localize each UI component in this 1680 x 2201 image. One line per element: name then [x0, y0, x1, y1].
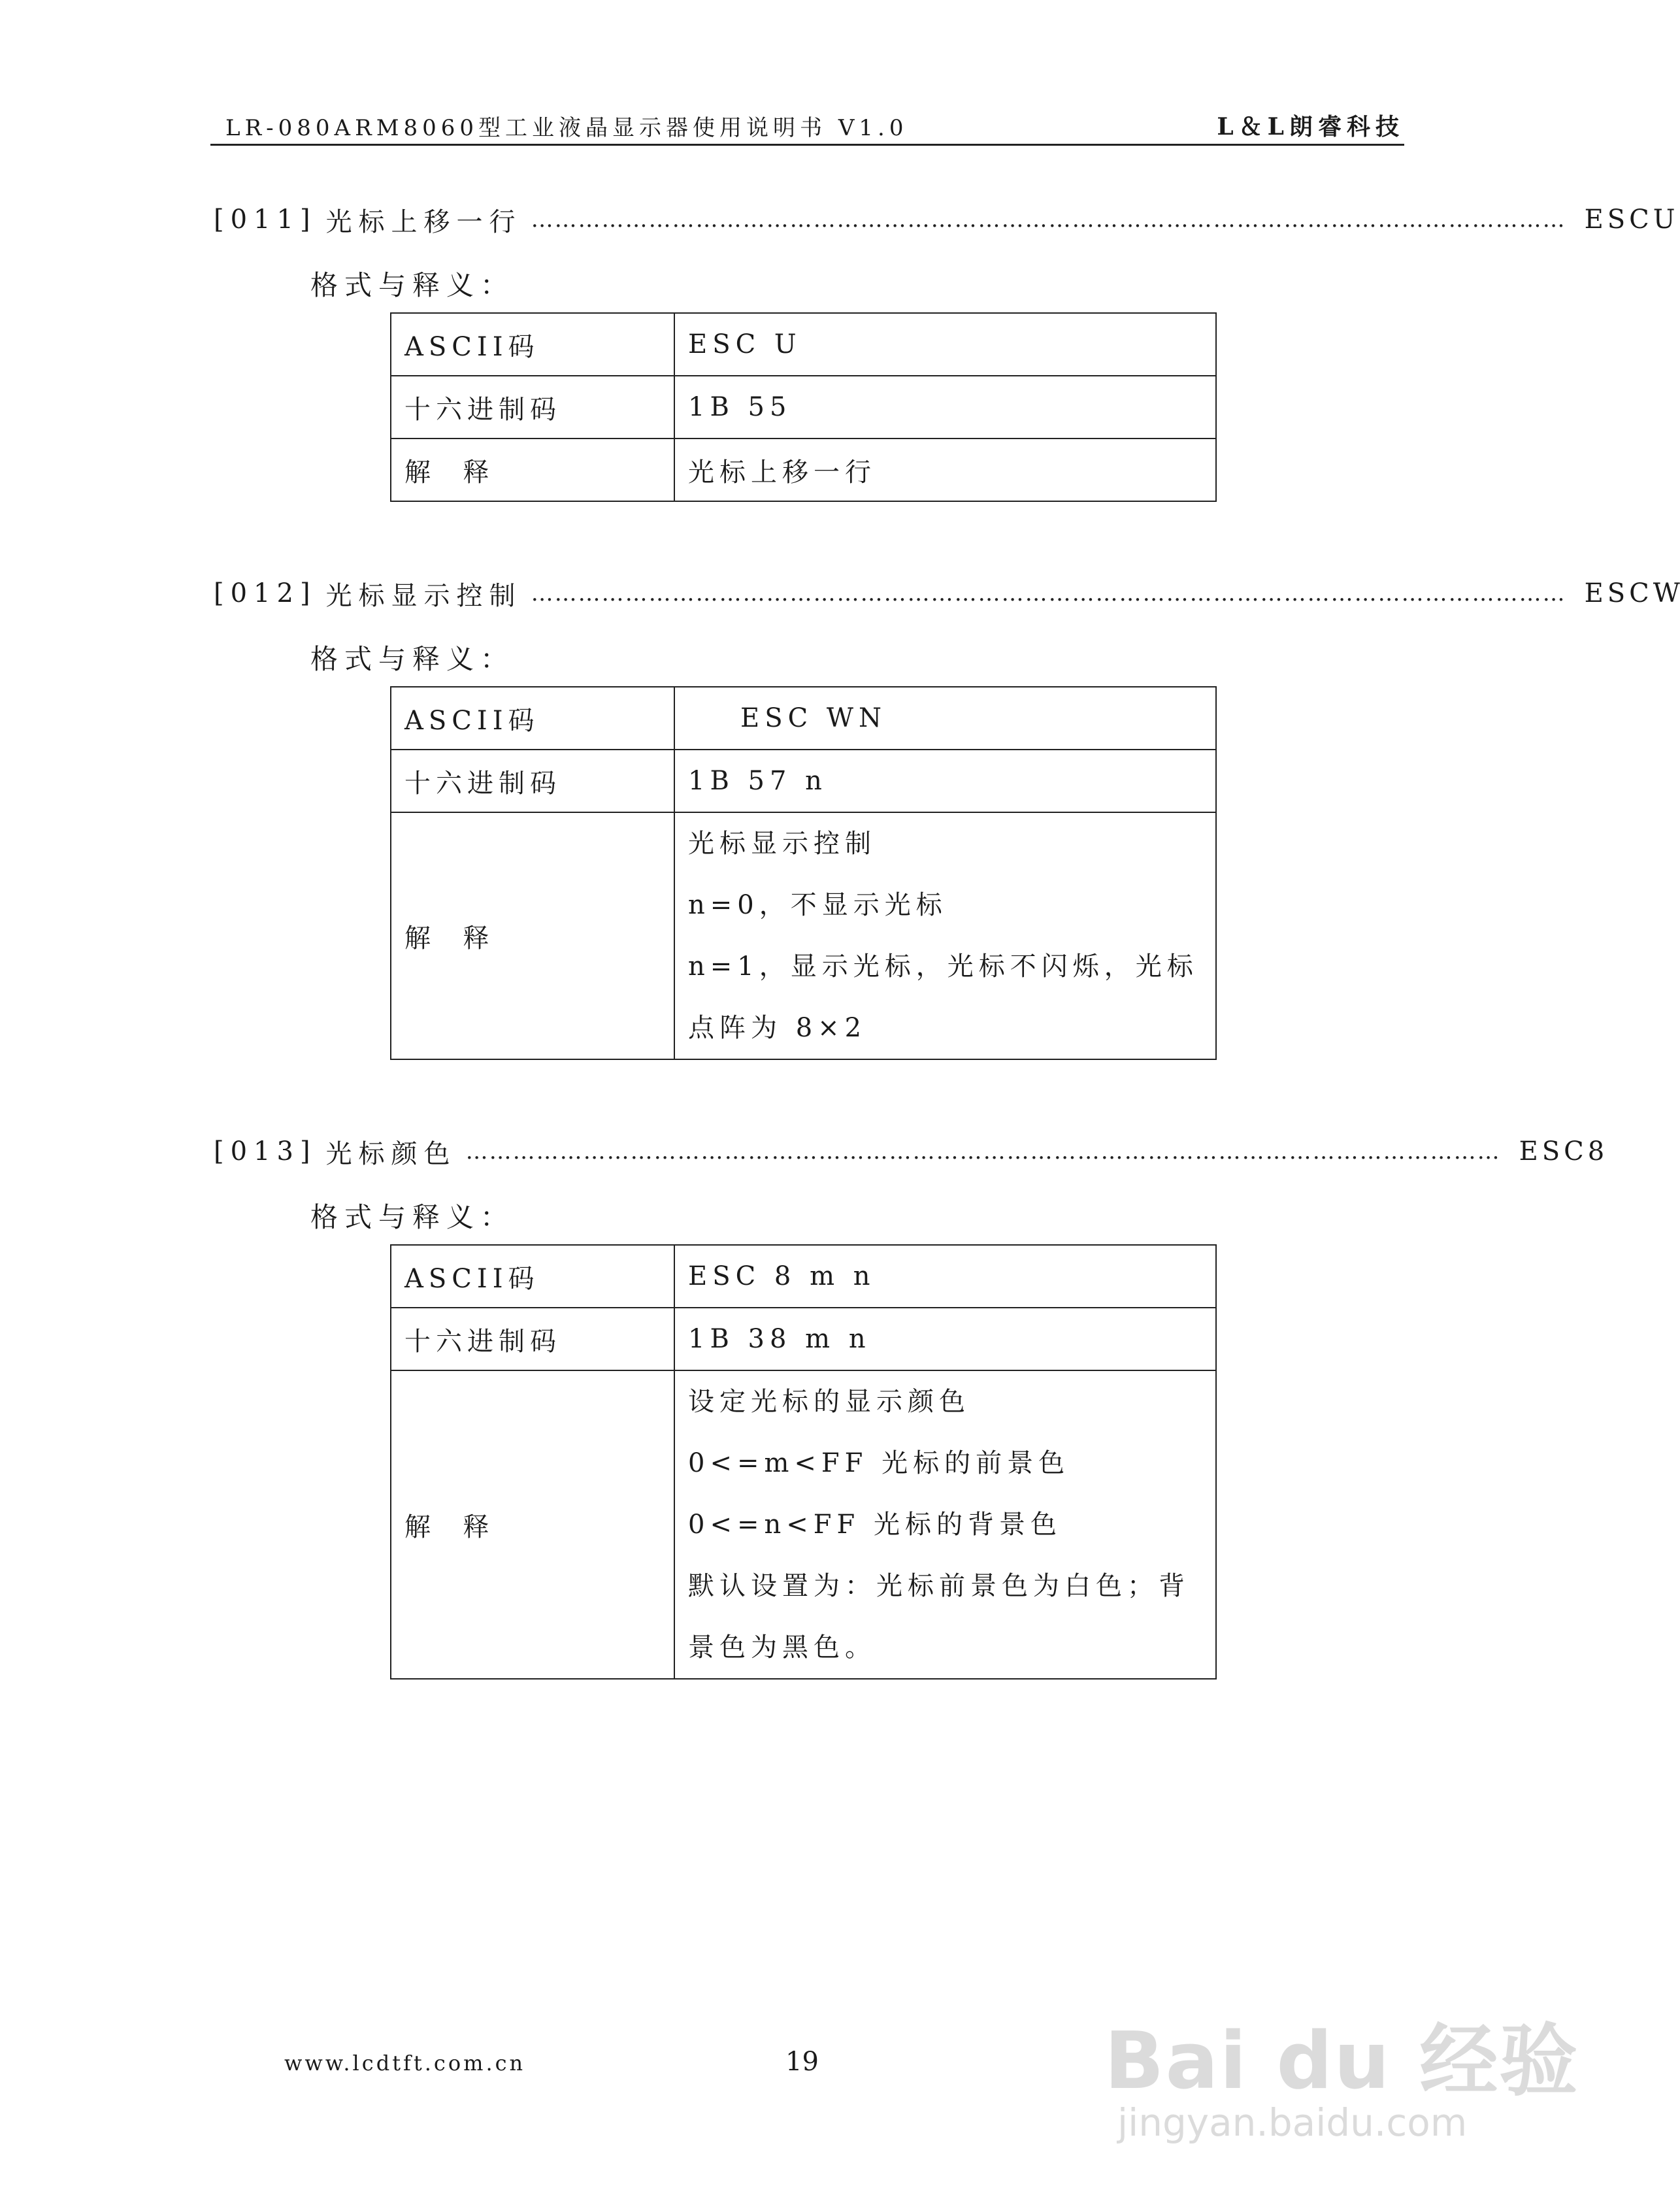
leader-dots: …………………………………………………………………………………………………………………… — [465, 1138, 1501, 1165]
command-code-char: U — [1653, 205, 1675, 235]
hex-value: 1B 57 n — [674, 750, 1216, 812]
command-code-char: 8 — [1587, 1136, 1605, 1167]
row-label-explain: 解 释 — [391, 812, 674, 1059]
table-row-explain — [391, 812, 1216, 1059]
header-document-title: LR-080ARM8060型工业液晶显示器使用说明书 V1.0 — [225, 115, 908, 141]
header-divider — [210, 144, 1404, 146]
command-table-013 — [390, 1244, 1217, 1680]
explanation-line: 光标显示控制 — [688, 829, 876, 859]
explanation-line: 0<=m<FF 光标的前景色 — [688, 1448, 1070, 1478]
hex-value: 1B 55 — [674, 376, 1216, 439]
row-label-explain: 解 释 — [391, 1370, 674, 1679]
table-row-hex — [391, 376, 1216, 439]
explanation-line: 默认设置为：光标前景色为白色；背 — [688, 1571, 1190, 1601]
command-heading-011 — [214, 200, 1675, 239]
command-table-011 — [390, 312, 1217, 502]
command-code-esc: ESC — [1584, 205, 1653, 235]
command-heading-012 — [214, 574, 1680, 613]
table-row-ascii — [391, 1245, 1216, 1308]
command-title: 光标上移一行 — [325, 207, 522, 237]
footer-website: www.lcdtft.com.cn — [284, 2051, 526, 2076]
command-title: 光标显示控制 — [325, 580, 522, 611]
watermark-brand: Bai du 经验 — [1104, 2016, 1579, 2107]
explanation-line: 光标上移一行 — [688, 457, 876, 488]
command-code-char: W — [1653, 578, 1680, 608]
row-label-ascii: ASCII码 — [391, 313, 674, 376]
table-row-ascii — [391, 687, 1216, 750]
command-code-esc: ESC — [1519, 1136, 1588, 1167]
row-label-hex: 十六进制码 — [391, 376, 674, 439]
command-heading-013 — [214, 1132, 1605, 1171]
page-number: 19 — [785, 2047, 819, 2077]
explanation-line: 景色为黑色。 — [688, 1632, 876, 1663]
header-company-name: L＆L朗睿科技 — [1217, 113, 1404, 141]
command-number: [011] — [214, 205, 317, 235]
command-number: [012] — [214, 578, 317, 608]
row-label-ascii: ASCII码 — [391, 1245, 674, 1308]
explanation-line: n=0，不显示光标 — [688, 890, 947, 920]
table-row-explain — [391, 1370, 1216, 1679]
table-row-hex — [391, 1308, 1216, 1370]
format-label: 格式与释义： — [310, 643, 515, 675]
explanation-line: 0<=n<FF 光标的背景色 — [688, 1510, 1062, 1540]
hex-value: 1B 38 m n — [674, 1308, 1216, 1370]
row-label-hex: 十六进制码 — [391, 1308, 674, 1370]
row-label-hex: 十六进制码 — [391, 750, 674, 812]
explanation-line: 设定光标的显示颜色 — [688, 1387, 970, 1417]
row-label-explain: 解 释 — [391, 439, 674, 501]
command-number: [013] — [214, 1136, 317, 1167]
leader-dots: …………………………………………………………………………………………………………………… — [531, 207, 1566, 233]
table-row-explain — [391, 439, 1216, 501]
table-row-hex — [391, 750, 1216, 812]
explanation-line: n=1，显示光标，光标不闪烁，光标 — [688, 952, 1198, 982]
explanation-line: 点阵为 8×2 — [688, 1013, 867, 1043]
format-label: 格式与释义： — [310, 1201, 515, 1233]
explanation-cell — [674, 1370, 1216, 1679]
leader-dots: …………………………………………………………………………………………………………………… — [531, 580, 1566, 606]
ascii-value: ESC 8 m n — [674, 1245, 1216, 1308]
ascii-value: ESC WN — [674, 687, 1216, 750]
command-code-esc: ESC — [1584, 578, 1653, 608]
explanation-cell — [674, 812, 1216, 1059]
command-title: 光标颜色 — [325, 1138, 457, 1169]
table-row-ascii — [391, 313, 1216, 376]
row-label-ascii: ASCII码 — [391, 687, 674, 750]
watermark-url: jingyan.baidu.com — [1117, 2100, 1468, 2145]
command-table-012 — [390, 686, 1217, 1060]
explanation-cell — [674, 439, 1216, 501]
format-label: 格式与释义： — [310, 269, 515, 301]
ascii-value: ESC U — [674, 313, 1216, 376]
baidu-watermark — [1104, 1998, 1579, 2162]
